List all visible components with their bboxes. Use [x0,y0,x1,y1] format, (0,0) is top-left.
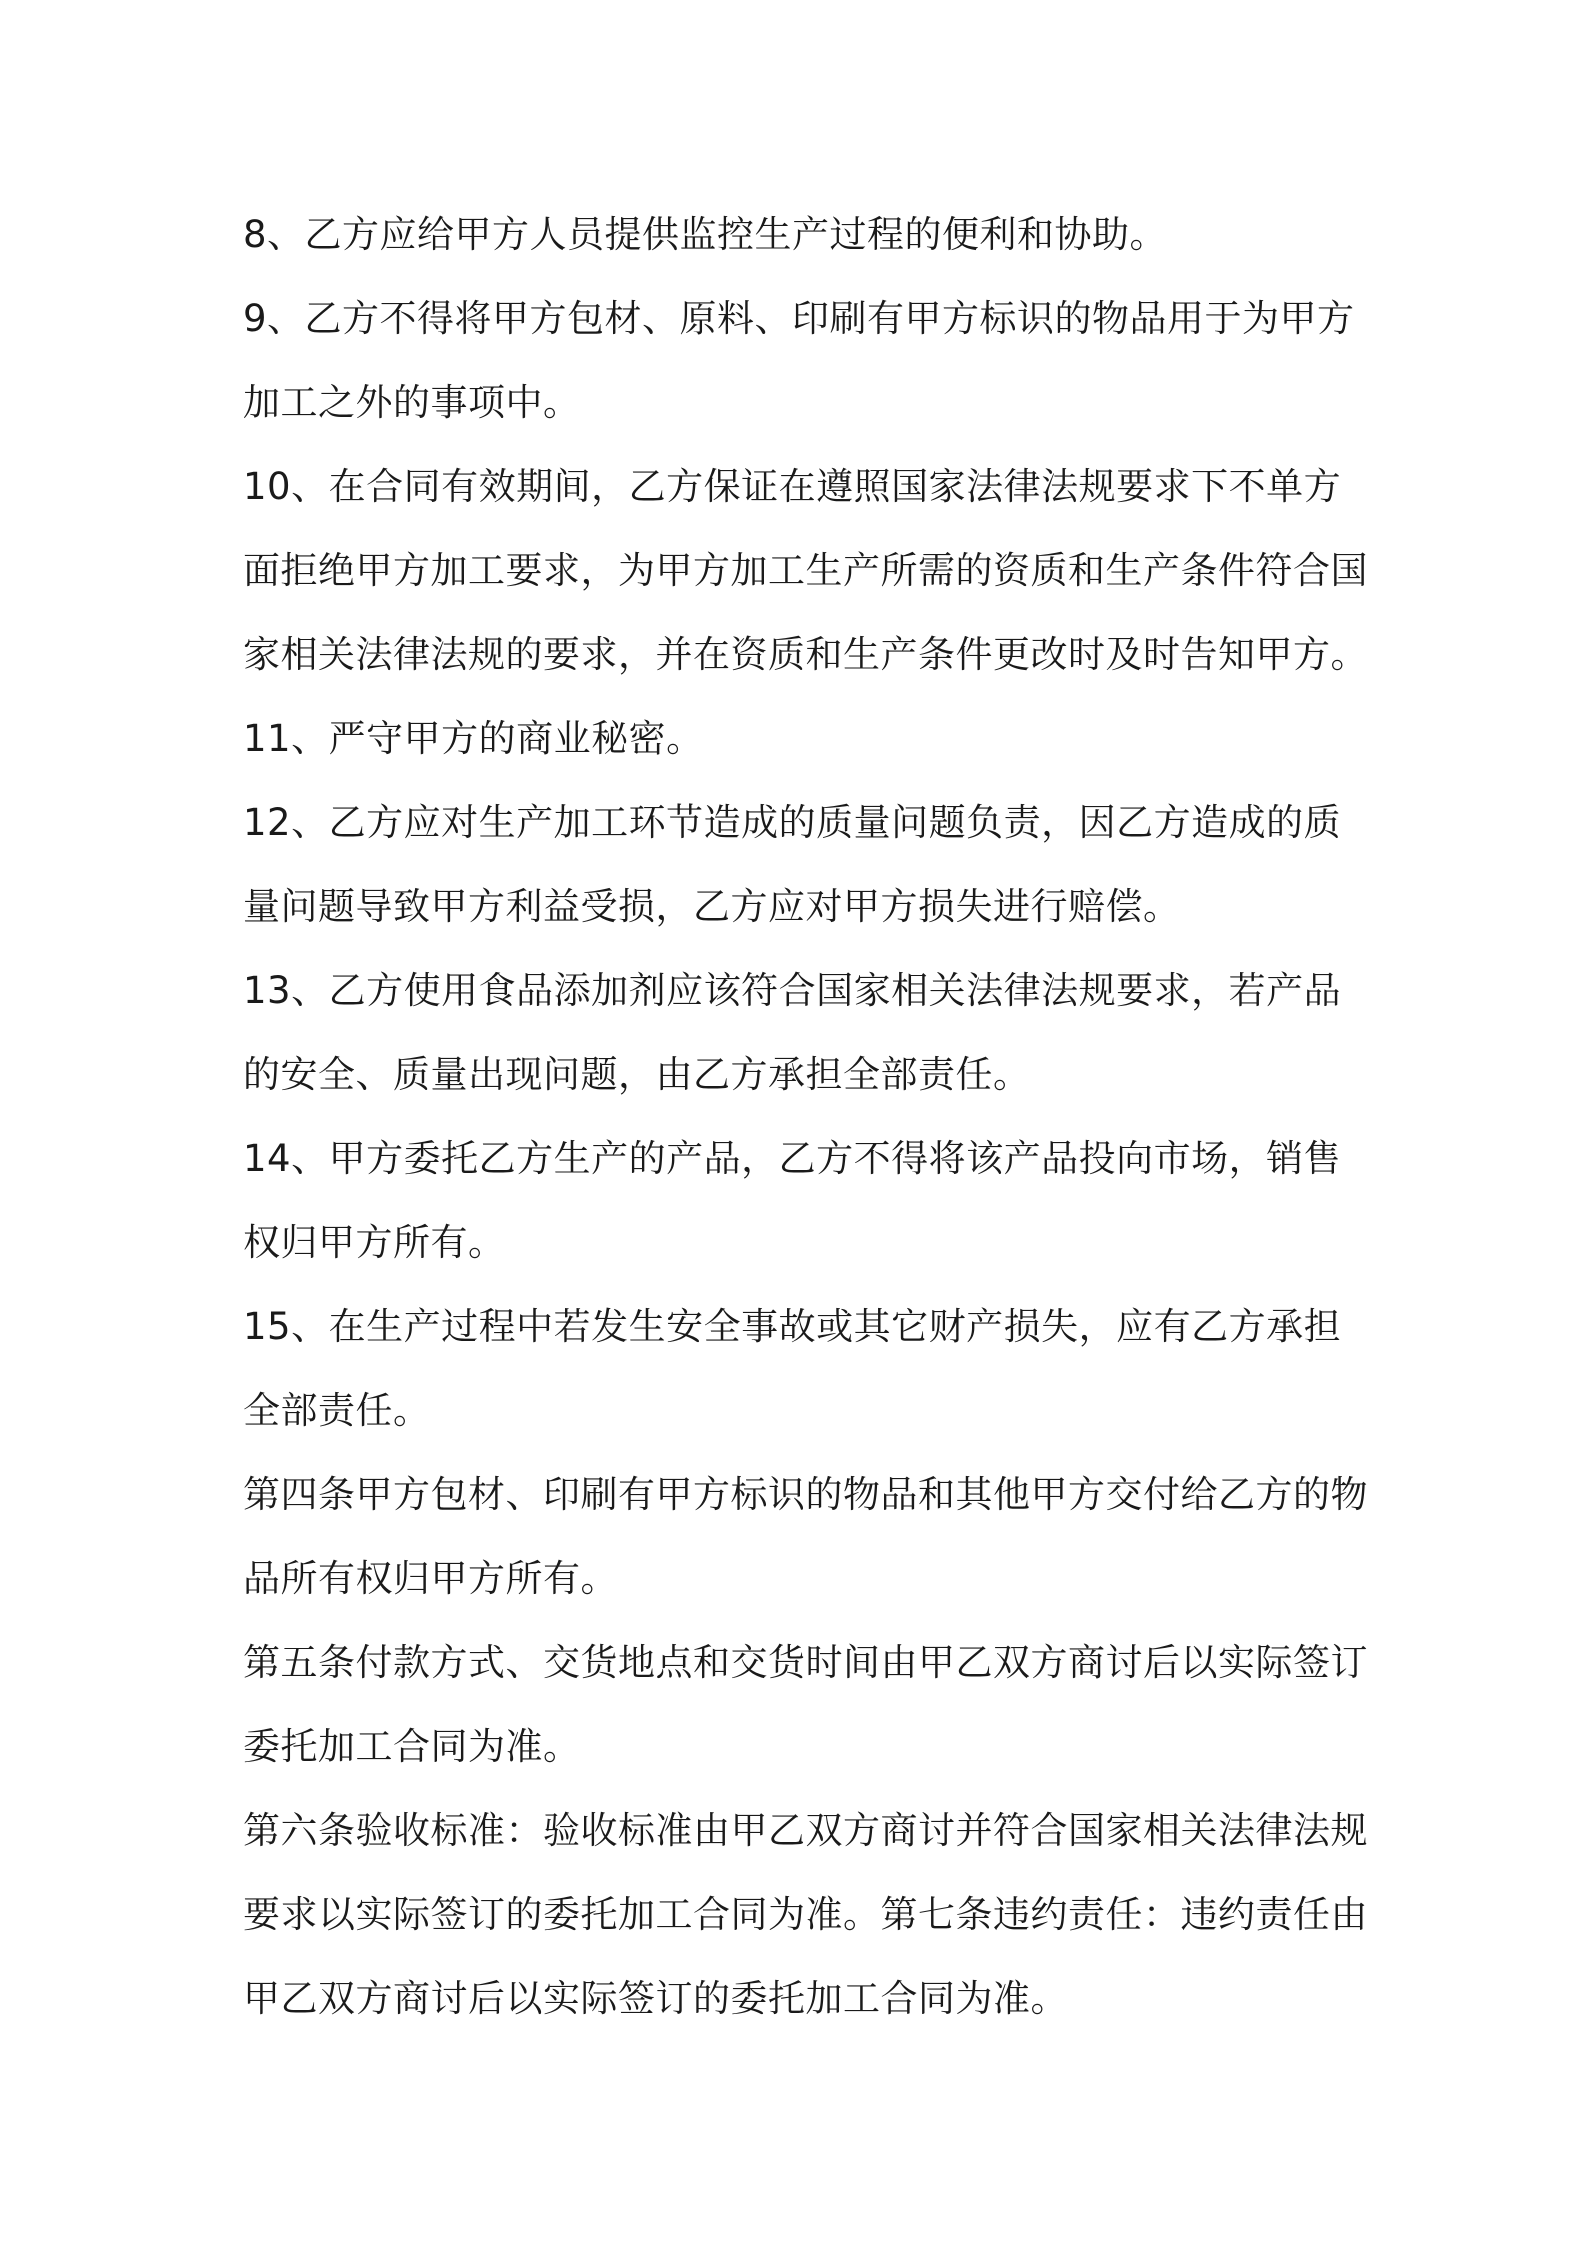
text-line: 10、在合同有效期间，乙方保证在遵照国家法律法规要求下不单方 [243,465,1342,508]
text-line: 12、乙方应对生产加工环节造成的质量问题负责，因乙方造成的质 [243,801,1342,844]
text-line: 要求以实际签订的委托加工合同为准。第七条违约责任：违约责任由 [243,1893,1368,1936]
text-line: 甲乙双方商讨后以实际签订的委托加工合同为准。 [243,1977,1068,2020]
text-line: 加工之外的事项中。 [243,381,581,424]
text-line: 9、乙方不得将甲方包材、原料、印刷有甲方标识的物品用于为甲方 [243,297,1355,340]
text-line: 全部责任。 [243,1389,431,1432]
text-line: 第四条甲方包材、印刷有甲方标识的物品和其他甲方交付给乙方的物 [243,1473,1368,1516]
text-line: 权归甲方所有。 [243,1221,506,1264]
text-line: 8、乙方应给甲方人员提供监控生产过程的便利和协助。 [243,213,1168,256]
text-line: 量问题导致甲方利益受损，乙方应对甲方损失进行赔偿。 [243,885,1181,928]
text-line: 委托加工合同为准。 [243,1725,581,1768]
text-line: 11、严守甲方的商业秘密。 [243,717,704,760]
text-line: 第六条验收标准：验收标准由甲乙双方商讨并符合国家相关法律法规 [243,1809,1368,1852]
document-body [243,193,1368,2041]
text-line: 面拒绝甲方加工要求，为甲方加工生产所需的资质和生产条件符合国 [243,549,1368,592]
text-line: 品所有权归甲方所有。 [243,1557,618,1600]
text-line: 的安全、质量出现问题，由乙方承担全部责任。 [243,1053,1031,1096]
text-line: 15、在生产过程中若发生安全事故或其它财产损失，应有乙方承担 [243,1305,1342,1348]
text-line: 家相关法律法规的要求，并在资质和生产条件更改时及时告知甲方。 [243,633,1368,676]
text-line: 13、乙方使用食品添加剂应该符合国家相关法律法规要求，若产品 [243,969,1342,1012]
text-line: 14、甲方委托乙方生产的产品，乙方不得将该产品投向市场，销售 [243,1137,1342,1180]
text-line: 第五条付款方式、交货地点和交货时间由甲乙双方商讨后以实际签订 [243,1641,1368,1684]
